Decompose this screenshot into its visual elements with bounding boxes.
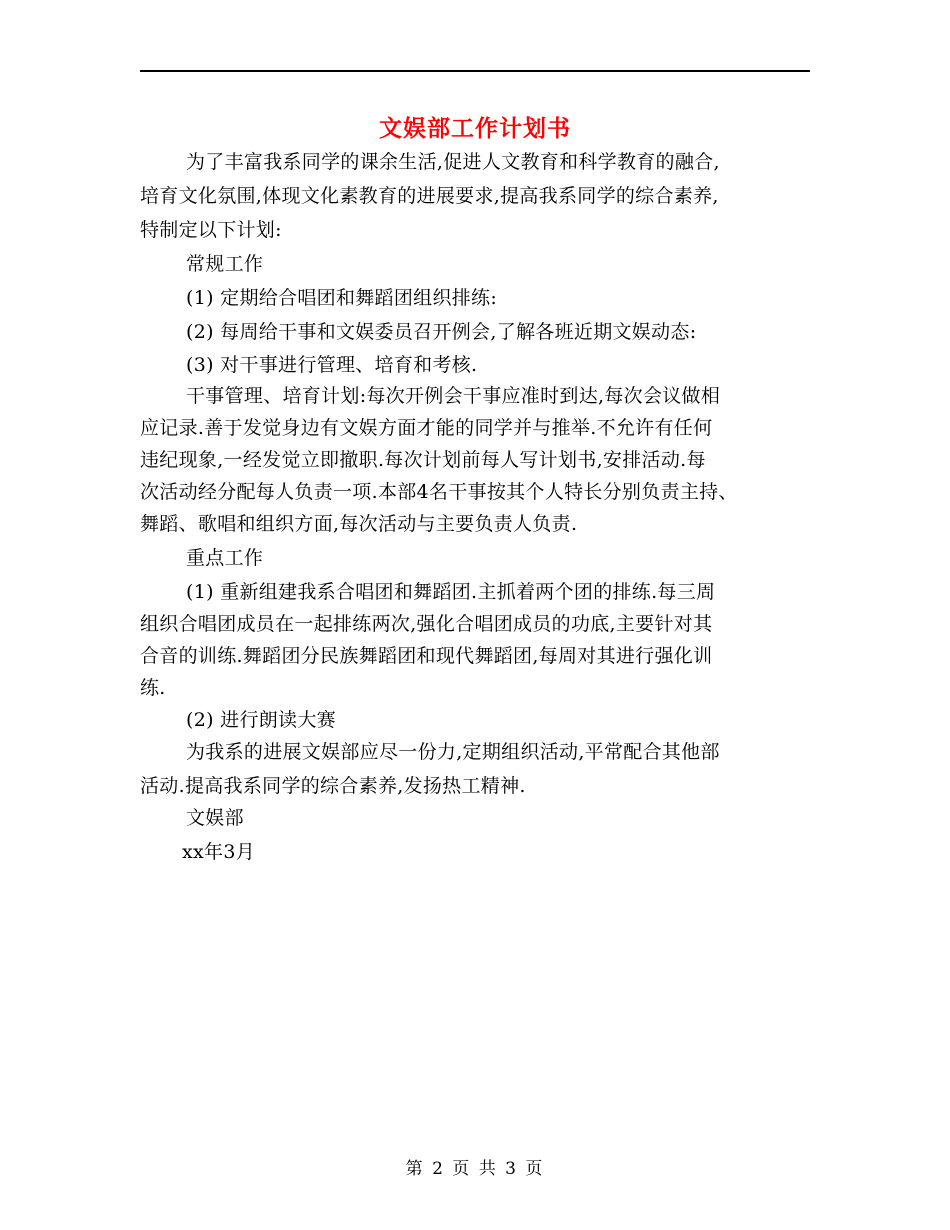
list-item: (1) 重新组建我系合唱团和舞蹈团.主抓着两个团的排练.每三周 bbox=[186, 581, 716, 603]
body-line: 练. bbox=[140, 677, 166, 699]
header-rule bbox=[140, 70, 810, 72]
page-number: 第 2 页 共 3 页 bbox=[405, 1159, 545, 1179]
list-item: (1) 定期给合唱团和舞蹈团组织排练: bbox=[186, 287, 498, 309]
body-line: 合音的训练.舞蹈团分民族舞蹈团和现代舞蹈团,每周对其进行强化训 bbox=[140, 645, 713, 667]
body-line: 为了丰富我系同学的课余生活,促进人文教育和科学教育的融合, bbox=[186, 151, 720, 173]
body-line: 特制定以下计划: bbox=[140, 219, 282, 241]
body-line: 应记录.善于发觉身边有文娱方面才能的同学并与推举.不允许有任何 bbox=[140, 417, 713, 439]
section-heading: 常规工作 bbox=[186, 253, 264, 275]
body-line: 舞蹈、歌唱和组织方面,每次活动与主要负责人负责. bbox=[140, 513, 578, 535]
body-line: 次活动经分配每人负责一项.本部4名干事按其个人特长分别负责主持、 bbox=[140, 481, 738, 503]
list-item: (3) 对干事进行管理、培育和考核. bbox=[186, 354, 478, 376]
signature-dept: 文娱部 bbox=[186, 807, 244, 829]
list-item: (2) 进行朗读大赛 bbox=[186, 709, 336, 731]
body-line: 干事管理、培育计划:每次开例会干事应准时到达,每次会议做相 bbox=[186, 385, 721, 407]
body-line: 违纪现象,一经发觉立即撤职.每次计划前每人写计划书,安排活动.每 bbox=[140, 449, 706, 471]
signature-date: xx年3月 bbox=[182, 841, 256, 863]
section-heading: 重点工作 bbox=[186, 547, 264, 569]
body-line: 培育文化氛围,体现文化素教育的进展要求,提高我系同学的综合素养, bbox=[140, 185, 719, 207]
body-line: 为我系的进展文娱部应尽一份力,定期组织活动,平常配合其他部 bbox=[186, 741, 720, 763]
body-line: 活动.提高我系同学的综合素养,发扬热工精神. bbox=[140, 775, 526, 797]
document-title: 文娱部工作计划书 bbox=[379, 116, 571, 142]
list-item: (2) 每周给干事和文娱委员召开例会,了解各班近期文娱动态: bbox=[186, 321, 697, 343]
body-line: 组织合唱团成员在一起排练两次,强化合唱团成员的功底,主要针对其 bbox=[140, 613, 713, 635]
